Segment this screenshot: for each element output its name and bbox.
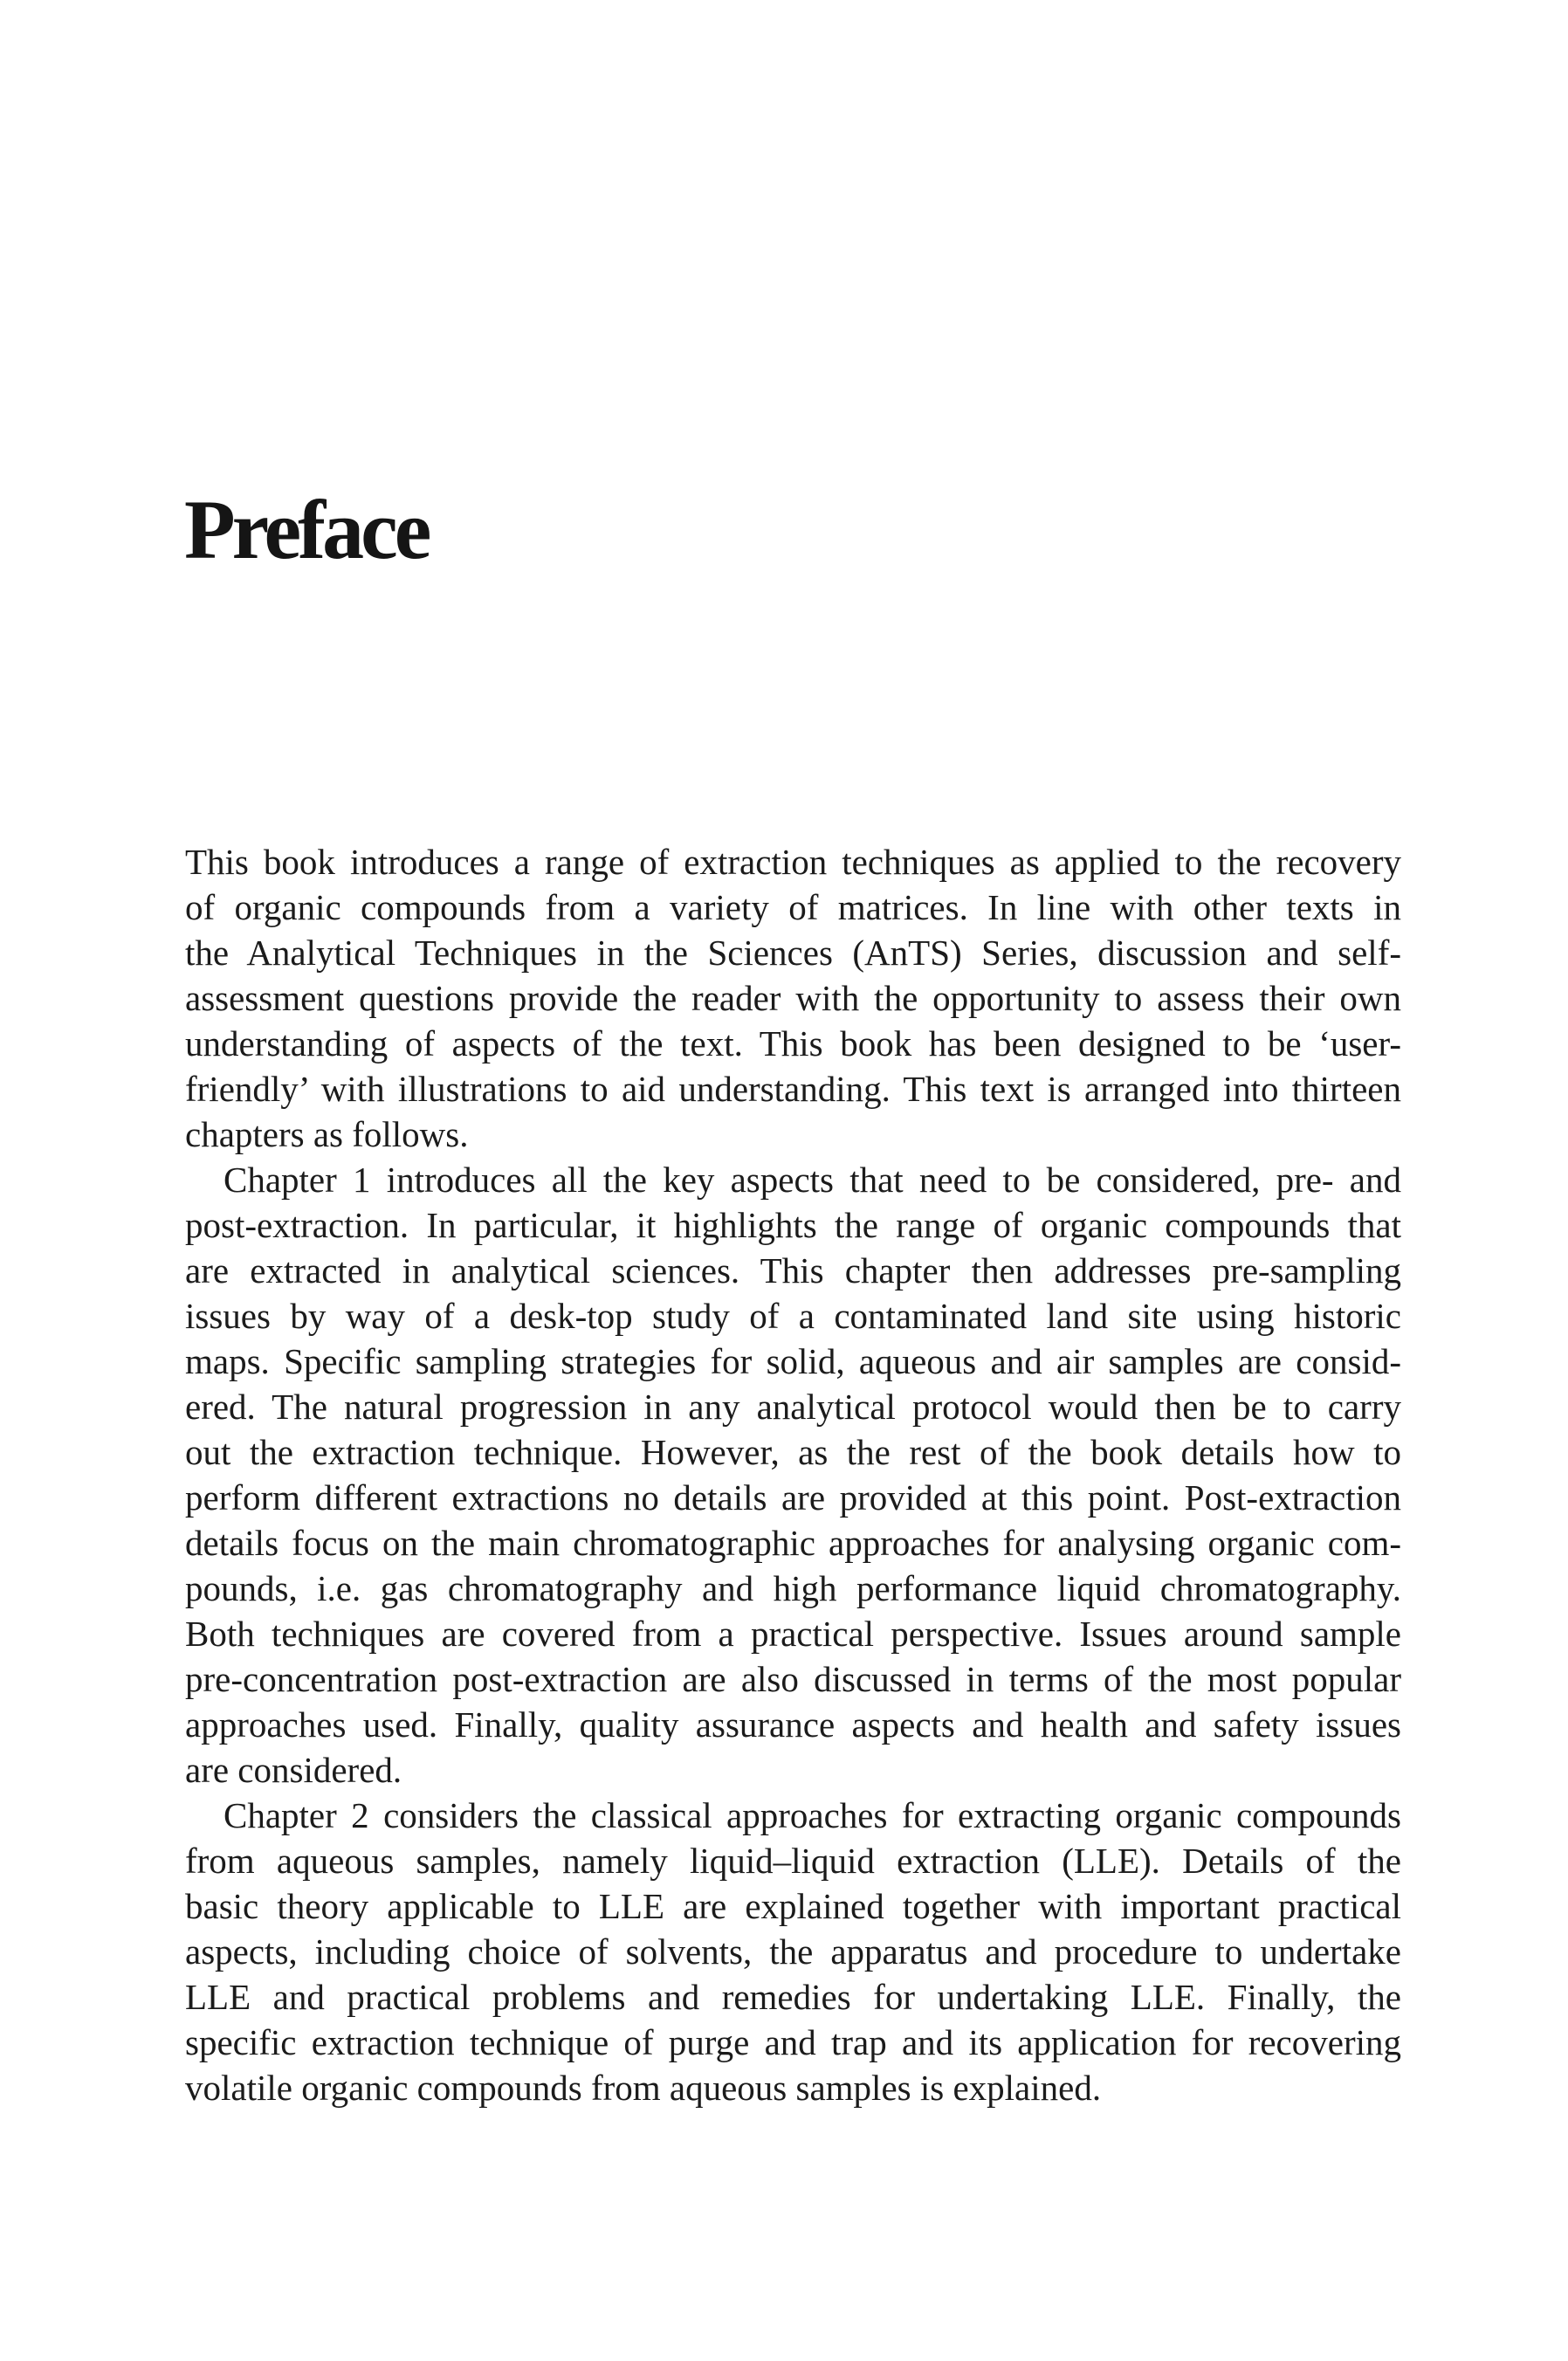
text-line: chapters as follows.	[185, 1114, 469, 1154]
text-line: of organic compounds from a variety of matrices. In line with other texts in	[185, 887, 1401, 927]
text-line: Chapter 1 introduces all the key aspects that need to be considered, pre- and	[224, 1160, 1401, 1200]
text-line: approaches used. Finally, quality assurance aspects and health and safety issues	[185, 1704, 1401, 1745]
body-text	[185, 839, 1401, 2110]
text-line: specific extraction technique of purge and trap and its application for recovering	[185, 2022, 1401, 2062]
text-line: pounds, i.e. gas chromatography and high performance liquid chromatography.	[185, 1568, 1401, 1608]
text-line: LLE and practical problems and remedies for undertaking LLE. Finally, the	[185, 1977, 1401, 2017]
text-line: are considered.	[185, 1750, 402, 1790]
paragraph	[185, 1157, 1401, 1793]
paragraph	[185, 839, 1401, 1157]
text-line: Chapter 2 considers the classical approaches for extracting organic compounds	[224, 1795, 1401, 1835]
text-line: aspects, including choice of solvents, the apparatus and procedure to undertake	[185, 1931, 1401, 1972]
text-line: post-extraction. In particular, it highlights the range of organic compounds that	[185, 1205, 1401, 1245]
text-line: assessment questions provide the reader with the opportunity to assess their own	[185, 978, 1401, 1018]
text-line: ered. The natural progression in any analytical protocol would then be to carry	[185, 1387, 1401, 1427]
paragraph	[185, 1793, 1401, 2110]
text-line: basic theory applicable to LLE are explained together with important practical	[185, 1886, 1401, 1926]
text-line: out the extraction technique. However, as the rest of the book details how to	[185, 1432, 1401, 1472]
text-line: maps. Specific sampling strategies for solid, aqueous and air samples are consid-	[185, 1341, 1401, 1381]
text-line: details focus on the main chromatographic approaches for analysing organic com-	[185, 1523, 1401, 1563]
text-line: pre-concentration post-extraction are also discussed in terms of the most popular	[185, 1659, 1401, 1699]
text-line: perform different extractions no details are provided at this point. Post-extraction	[185, 1477, 1401, 1518]
text-line: from aqueous samples, namely liquid–liquid extraction (LLE). Details of the	[185, 1841, 1401, 1881]
text-line: issues by way of a desk-top study of a contaminated land site using historic	[185, 1296, 1401, 1336]
text-line: Both techniques are covered from a practical perspective. Issues around sample	[185, 1614, 1401, 1654]
text-line: are extracted in analytical sciences. This chapter then addresses pre-sampling	[185, 1250, 1401, 1291]
text-line: volatile organic compounds from aqueous samples is explained.	[185, 2068, 1102, 2108]
text-line: understanding of aspects of the text. This book has been designed to be ‘user-	[185, 1023, 1401, 1063]
page-title: Preface	[184, 483, 429, 576]
text-line: friendly’ with illustrations to aid understanding. This text is arranged into thirteen	[185, 1069, 1401, 1109]
text-line: the Analytical Techniques in the Sciences (AnTS) Series, discussion and self-	[185, 933, 1401, 973]
text-line: This book introduces a range of extraction techniques as applied to the recovery	[185, 842, 1401, 882]
